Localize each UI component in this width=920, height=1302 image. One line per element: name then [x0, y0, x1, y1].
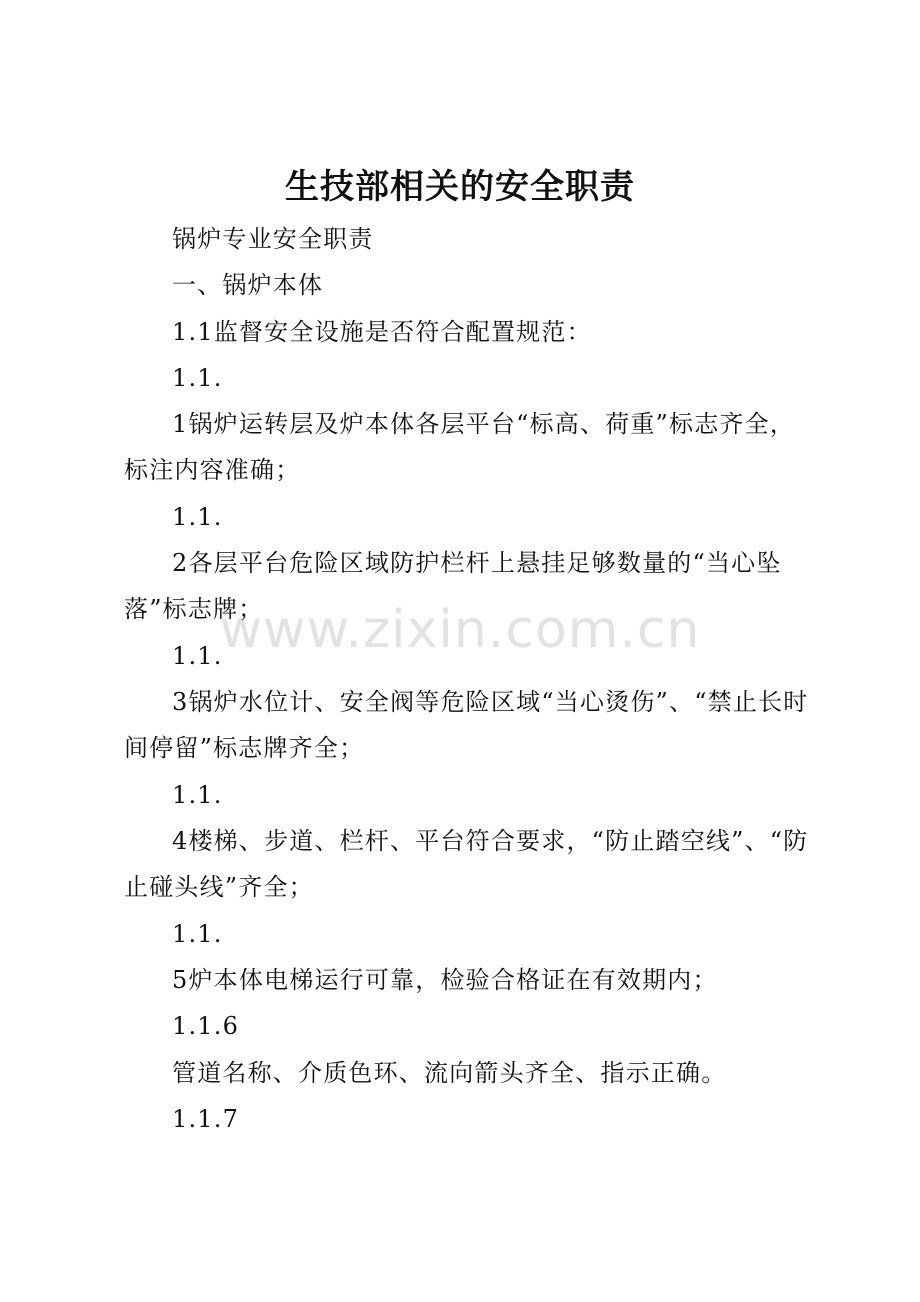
watermark: www.zixin.com.cn [219, 600, 701, 660]
document-title: 生技部相关的安全职责 [285, 167, 635, 207]
paragraph: 1.1. [172, 364, 223, 392]
paragraph: 3锅炉水位计、安全阀等危险区域“当心烫伤”、“禁止长时间停留”标志牌齐全； [124, 688, 809, 762]
paragraph: 1.1.6 [172, 1012, 240, 1040]
paragraph: 一、锅炉本体 [172, 271, 324, 299]
paragraph: 2各层平台危险区域防护栏杆上悬挂足够数量的“当心坠落”标志牌； [124, 549, 782, 623]
paragraph: 5炉本体电梯运行可靠，检验合格证在有效期内； [172, 966, 718, 994]
paragraph: 1.1. [172, 503, 223, 531]
paragraph: 1.1. [172, 781, 223, 809]
paragraph: 4楼梯、步道、栏杆、平台符合要求，“防止踏空线”、“防止碰头线”齐全； [124, 827, 809, 901]
paragraph: 锅炉专业安全职责 [172, 225, 374, 253]
paragraph: 管道名称、介质色环、流向箭头齐全、指示正确。 [172, 1059, 727, 1087]
paragraph: 1.1. [172, 642, 223, 670]
paragraph: 1锅炉运转层及炉本体各层平台“标高、荷重”标志齐全，标注内容准确； [124, 410, 796, 484]
paragraph: 1.1. [172, 920, 223, 948]
paragraph: 1.1.7 [172, 1105, 240, 1133]
paragraph: 1.1监督安全设施是否符合配置规范： [172, 318, 592, 346]
